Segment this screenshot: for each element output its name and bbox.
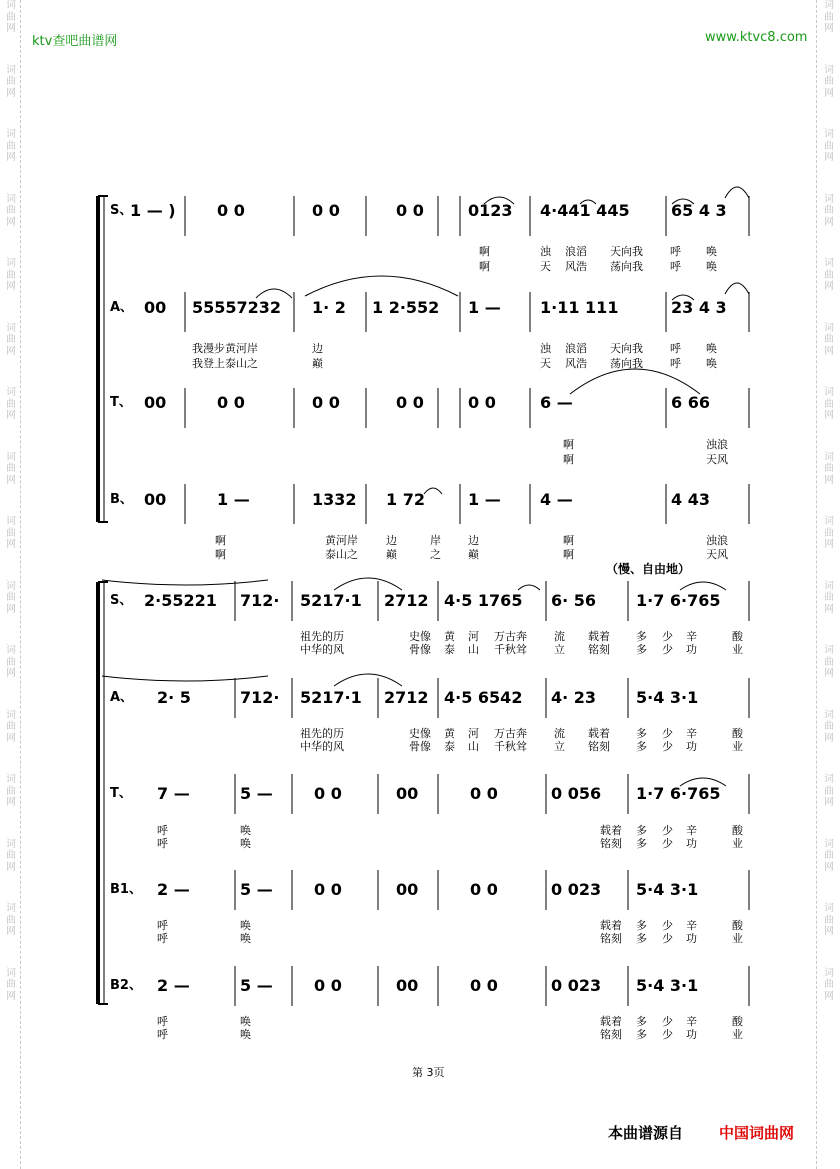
lyric-line2: 多 xyxy=(636,932,647,945)
lyric-line1: 载着 xyxy=(600,1015,622,1028)
slur xyxy=(570,369,700,394)
watermark-group: 词 曲 网 xyxy=(6,129,16,163)
voice-label: T、 xyxy=(110,395,132,410)
measure-notes: 0 0 xyxy=(396,393,424,412)
lyric-line1: 河 xyxy=(468,727,479,740)
lyric-line1: 祖先的历 xyxy=(300,630,344,643)
lyric-line2: 铭刻 xyxy=(588,643,610,656)
lyric-line1: 唤 xyxy=(240,1015,251,1028)
voice-label: S、 xyxy=(110,203,133,218)
lyric-line2: 泰 xyxy=(444,643,455,656)
lyric-line1: 啊 xyxy=(563,438,574,451)
page-number: 第 3页 xyxy=(412,1066,445,1079)
slur xyxy=(305,276,458,296)
lyric-line1: 天向我 xyxy=(610,342,643,355)
measure-notes: 712· xyxy=(240,591,280,610)
lyric-line2: 风浩 xyxy=(565,260,587,273)
measure-notes: 5217·1 xyxy=(300,688,362,707)
lyric-line2: 唤 xyxy=(240,932,251,945)
lyric-line2: 巅 xyxy=(468,548,479,561)
lyric-line2: 泰山之 xyxy=(325,548,358,561)
header-left-link[interactable]: ktv查吧曲谱网 xyxy=(32,34,118,49)
lyric-line1: 河 xyxy=(468,630,479,643)
lyric-line1: 辛 xyxy=(686,919,697,932)
watermark-group: 词 曲 网 xyxy=(824,193,834,228)
lyric-line2: 山 xyxy=(468,740,479,753)
lyric-line2: 啊 xyxy=(563,453,574,466)
lyric-line2: 骨像 xyxy=(409,740,431,753)
measure-notes: 2 — xyxy=(157,880,190,899)
voice-label: B2、 xyxy=(110,978,142,993)
lyric-line1: 呼 xyxy=(157,824,168,837)
lyric-line1: 黄 xyxy=(444,727,455,740)
measure-notes: 00 xyxy=(144,298,167,317)
lyric-line1: 少 xyxy=(662,919,673,932)
watermark-group: 词 曲 网 xyxy=(6,0,16,34)
slur xyxy=(680,582,726,590)
tempo-mark: （慢、自由地） xyxy=(606,562,691,576)
lyric-line2: 功 xyxy=(686,643,697,656)
measure-notes: 6· 56 xyxy=(551,591,597,610)
measure-notes: 5 — xyxy=(240,880,273,899)
watermark-group: 词 曲 网 xyxy=(824,258,834,292)
lyric-line1: 边 xyxy=(386,534,397,547)
lyric-line1: 啊 xyxy=(479,245,490,258)
source-site-link[interactable]: 中国词曲网 xyxy=(719,1124,795,1142)
lyric-line2: 功 xyxy=(686,740,697,753)
measure-notes: 4·5 6542 xyxy=(444,688,523,707)
lyric-line1: 呼 xyxy=(157,1015,168,1028)
lyric-line2: 巅 xyxy=(312,357,323,370)
lyric-line2: 少 xyxy=(662,932,673,945)
lyric-line1: 流 xyxy=(554,630,565,643)
watermark-group: 词 曲 网 xyxy=(824,645,834,679)
measure-notes: 4 43 xyxy=(671,490,710,509)
watermark-group: 词 曲 网 xyxy=(824,64,834,99)
lyric-line1: 呼 xyxy=(670,342,681,355)
measure-notes: 7 — xyxy=(157,784,190,803)
lyric-line1: 多 xyxy=(636,727,647,740)
lyric-line2: 功 xyxy=(686,837,697,850)
measure-notes: 1 72 xyxy=(386,490,425,509)
lyric-line2: 天风 xyxy=(706,453,728,466)
measure-notes: 712· xyxy=(240,688,280,707)
measure-notes: 5 — xyxy=(240,784,273,803)
lyric-line2: 业 xyxy=(732,837,743,850)
lyric-line2: 山 xyxy=(468,643,479,656)
lyric-line1: 多 xyxy=(636,630,647,643)
lyric-line1: 唤 xyxy=(240,919,251,932)
measure-notes: 00 xyxy=(396,976,419,995)
voice-label: S、 xyxy=(110,593,133,608)
measure-notes: 0 0 xyxy=(314,880,342,899)
watermark-group: 词 曲 网 xyxy=(6,774,16,808)
lyric-line2: 铭刻 xyxy=(600,837,622,850)
measure-notes: 0 023 xyxy=(551,880,602,899)
voice-label: A、 xyxy=(110,690,134,705)
watermark-group: 词 曲 网 xyxy=(824,516,834,550)
watermark-group: 词 曲 网 xyxy=(6,709,16,744)
measure-notes: 1332 xyxy=(312,490,357,509)
lyric-line1: 载着 xyxy=(600,824,622,837)
measure-notes: 0 056 xyxy=(551,784,602,803)
lyric-line1: 唤 xyxy=(706,342,717,355)
lyric-line2: 多 xyxy=(636,1028,647,1041)
measure-notes: 00 xyxy=(396,784,419,803)
lyric-line1: 少 xyxy=(662,727,673,740)
measure-notes: 2 — xyxy=(157,976,190,995)
lyric-line2: 天 xyxy=(540,260,551,273)
lyric-line1: 酸 xyxy=(732,1015,743,1028)
slur xyxy=(334,578,402,590)
lyric-line1: 边 xyxy=(468,534,479,547)
measure-notes: 0123 xyxy=(468,201,513,220)
lyric-line2: 唤 xyxy=(706,357,717,370)
measure-notes: 1·11 111 xyxy=(540,298,619,317)
lyric-line2: 唤 xyxy=(240,837,251,850)
lyric-line1: 辛 xyxy=(686,727,697,740)
lyric-line1: 辛 xyxy=(686,824,697,837)
lyric-line2: 多 xyxy=(636,643,647,656)
lyric-line1: 边 xyxy=(312,342,323,355)
header-right-link[interactable]: www.ktvc8.com xyxy=(705,30,808,45)
measure-notes: 2712 xyxy=(384,591,429,610)
watermark-group: 词 曲 网 xyxy=(6,258,16,292)
lyric-line1: 啊 xyxy=(215,534,226,547)
lyric-line1: 呼 xyxy=(157,919,168,932)
watermark-group: 词 曲 网 xyxy=(824,322,834,357)
watermark-group: 词 曲 网 xyxy=(6,903,16,937)
lyric-line2: 呼 xyxy=(157,932,168,945)
lyric-line1: 浪滔 xyxy=(565,342,587,355)
lyric-line2: 中华的风 xyxy=(300,740,344,753)
lyric-line1: 载着 xyxy=(588,630,610,643)
measure-notes: 00 xyxy=(144,490,167,509)
lyric-line1: 万古奔 xyxy=(494,727,527,740)
watermark-group: 词 曲 网 xyxy=(824,903,834,937)
lyric-line2: 业 xyxy=(732,932,743,945)
lyric-line1: 万古奔 xyxy=(494,630,527,643)
watermark-group: 词 曲 网 xyxy=(6,838,16,873)
lyric-line2: 铭刻 xyxy=(600,932,622,945)
measure-notes: 0 0 xyxy=(217,393,245,412)
measure-notes: 6 66 xyxy=(671,393,710,412)
lyric-line2: 少 xyxy=(662,643,673,656)
watermark-group: 词 曲 网 xyxy=(6,451,16,486)
measure-notes: 1 2·552 xyxy=(372,298,440,317)
measure-notes: 0 0 xyxy=(468,393,496,412)
watermark-group: 词 曲 网 xyxy=(824,774,834,808)
lyric-line2: 天风 xyxy=(706,548,728,561)
lyric-line2: 业 xyxy=(732,643,743,656)
lyric-line1: 浊浪 xyxy=(706,438,728,451)
measure-notes: 65 4 3 xyxy=(671,201,727,220)
lyric-line2: 少 xyxy=(662,1028,673,1041)
lyric-line1: 史像 xyxy=(409,727,431,740)
measure-notes: 1 — xyxy=(468,490,501,509)
watermark-group: 词 曲 网 xyxy=(6,322,16,357)
slur xyxy=(334,674,402,686)
lyric-line1: 酸 xyxy=(732,919,743,932)
slur xyxy=(725,187,749,198)
lyric-line1: 辛 xyxy=(686,1015,697,1028)
measure-notes: 1·7 6·765 xyxy=(636,784,721,803)
lyric-line2: 啊 xyxy=(479,260,490,273)
slur xyxy=(518,585,540,590)
lyric-line2: 啊 xyxy=(563,548,574,561)
lyric-line2: 呼 xyxy=(670,357,681,370)
lyric-line1: 载着 xyxy=(588,727,610,740)
measure-notes: 0 0 xyxy=(396,201,424,220)
lyric-line1: 浊 xyxy=(540,342,551,355)
lyric-line2: 荡向我 xyxy=(610,357,643,370)
lyric-line2: 铭刻 xyxy=(600,1028,622,1041)
watermark-group: 词 曲 网 xyxy=(6,967,16,1002)
lyric-line2: 之 xyxy=(430,548,441,561)
measure-notes: 0 0 xyxy=(470,976,498,995)
watermark-group: 词 曲 网 xyxy=(824,387,834,421)
measure-notes: 4 — xyxy=(540,490,573,509)
measure-notes: 5 — xyxy=(240,976,273,995)
lyric-line1: 辛 xyxy=(686,630,697,643)
measure-notes: 0 0 xyxy=(470,784,498,803)
lyric-line1: 唤 xyxy=(240,824,251,837)
lyric-line2: 少 xyxy=(662,740,673,753)
lyric-line1: 少 xyxy=(662,630,673,643)
lyric-line2: 千秋耸 xyxy=(494,643,527,656)
lyric-line2: 我登上泰山之 xyxy=(192,357,258,370)
lyric-line2: 呼 xyxy=(157,1028,168,1041)
measure-notes: 4·5 1765 xyxy=(444,591,523,610)
lyric-line1: 啊 xyxy=(563,534,574,547)
lyric-line2: 立 xyxy=(554,643,565,656)
lyric-line1: 浪滔 xyxy=(565,245,587,258)
lyric-line1: 多 xyxy=(636,1015,647,1028)
lyric-line1: 流 xyxy=(554,727,565,740)
voice-label: T、 xyxy=(110,786,132,801)
measure-notes: 0 0 xyxy=(312,393,340,412)
measure-notes: 1 — xyxy=(468,298,501,317)
measure-notes: 2·55221 xyxy=(144,591,217,610)
lyric-line1: 浊 xyxy=(540,245,551,258)
slur xyxy=(102,580,268,585)
slur xyxy=(424,488,442,494)
measure-notes: 5217·1 xyxy=(300,591,362,610)
measure-notes: 00 xyxy=(396,880,419,899)
watermark-group: 词 曲 网 xyxy=(824,838,834,873)
lyric-line2: 业 xyxy=(732,740,743,753)
measure-notes: 6 — xyxy=(540,393,573,412)
watermark-group: 词 曲 网 xyxy=(6,193,16,228)
watermark-group: 词 曲 网 xyxy=(6,580,16,615)
lyric-line1: 我漫步黄河岸 xyxy=(192,342,258,355)
watermark-group: 词 曲 网 xyxy=(824,451,834,486)
source-prefix: 本曲谱源自 xyxy=(608,1124,684,1142)
watermark-group: 词 曲 网 xyxy=(824,0,834,34)
lyric-line2: 天 xyxy=(540,357,551,370)
measure-notes: 0 0 xyxy=(470,880,498,899)
measure-notes: 1 — xyxy=(217,490,250,509)
measure-notes: 1·7 6·765 xyxy=(636,591,721,610)
lyric-line1: 载着 xyxy=(600,919,622,932)
voice-label: B、 xyxy=(110,492,133,507)
measure-notes: 1· 2 xyxy=(312,298,346,317)
measure-notes: 23 4 3 xyxy=(671,298,727,317)
lyric-line1: 天向我 xyxy=(610,245,643,258)
watermark-group: 词 曲 网 xyxy=(6,387,16,421)
watermark-group: 词 曲 网 xyxy=(824,129,834,163)
measure-notes: 0 0 xyxy=(312,201,340,220)
watermark-group: 词 曲 网 xyxy=(6,64,16,99)
lyric-line2: 啊 xyxy=(215,548,226,561)
voice-label: B1、 xyxy=(110,882,142,897)
lyric-line2: 多 xyxy=(636,740,647,753)
lyric-line2: 业 xyxy=(732,1028,743,1041)
lyric-line1: 黄 xyxy=(444,630,455,643)
watermark-group: 词 曲 网 xyxy=(6,516,16,550)
lyric-line2: 少 xyxy=(662,837,673,850)
measure-notes: 4·441 445 xyxy=(540,201,630,220)
lyric-line2: 多 xyxy=(636,837,647,850)
lyric-line2: 唤 xyxy=(706,260,717,273)
measure-notes: 1 — ) xyxy=(130,201,176,220)
measure-notes: 5·4 3·1 xyxy=(636,976,699,995)
slur xyxy=(725,283,749,294)
watermark-group: 词 曲 网 xyxy=(6,645,16,679)
lyric-line1: 酸 xyxy=(732,824,743,837)
lyric-line1: 祖先的历 xyxy=(300,727,344,740)
measure-notes: 00 xyxy=(144,393,167,412)
measure-notes: 0 023 xyxy=(551,976,602,995)
lyric-line1: 少 xyxy=(662,824,673,837)
lyric-line1: 浊浪 xyxy=(706,534,728,547)
lyric-line2: 风浩 xyxy=(565,357,587,370)
lyric-line2: 功 xyxy=(686,1028,697,1041)
lyric-line2: 千秋耸 xyxy=(494,740,527,753)
measure-notes: 4· 23 xyxy=(551,688,597,707)
measure-notes: 2· 5 xyxy=(157,688,191,707)
lyric-line1: 多 xyxy=(636,919,647,932)
lyric-line1: 酸 xyxy=(732,630,743,643)
watermark-group: 词 曲 网 xyxy=(824,709,834,744)
watermark-group: 词 曲 网 xyxy=(824,967,834,1002)
slur xyxy=(102,676,268,681)
lyric-line2: 呼 xyxy=(157,837,168,850)
lyric-line2: 立 xyxy=(554,740,565,753)
lyric-line1: 酸 xyxy=(732,727,743,740)
watermark-group: 词 曲 网 xyxy=(824,580,834,615)
lyric-line2: 荡向我 xyxy=(610,260,643,273)
lyric-line1: 呼 xyxy=(670,245,681,258)
lyric-line2: 铭刻 xyxy=(588,740,610,753)
slur xyxy=(256,289,292,298)
lyric-line1: 黄河岸 xyxy=(325,534,358,547)
lyric-line1: 唤 xyxy=(706,245,717,258)
lyric-line2: 中华的风 xyxy=(300,643,344,656)
lyric-line2: 功 xyxy=(686,932,697,945)
lyric-line1: 多 xyxy=(636,824,647,837)
measure-notes: 2712 xyxy=(384,688,429,707)
lyric-line2: 巅 xyxy=(386,548,397,561)
lyric-line2: 唤 xyxy=(240,1028,251,1041)
lyric-line2: 泰 xyxy=(444,740,455,753)
measure-notes: 5·4 3·1 xyxy=(636,880,699,899)
lyric-line1: 少 xyxy=(662,1015,673,1028)
measure-notes: 0 0 xyxy=(314,784,342,803)
measure-notes: 5·4 3·1 xyxy=(636,688,699,707)
lyric-line2: 呼 xyxy=(670,260,681,273)
measure-notes: 0 0 xyxy=(314,976,342,995)
voice-label: A、 xyxy=(110,300,134,315)
lyric-line2: 骨像 xyxy=(409,643,431,656)
measure-notes: 55557232 xyxy=(192,298,282,317)
measure-notes: 0 0 xyxy=(217,201,245,220)
lyric-line1: 史像 xyxy=(409,630,431,643)
lyric-line1: 岸 xyxy=(430,534,441,547)
